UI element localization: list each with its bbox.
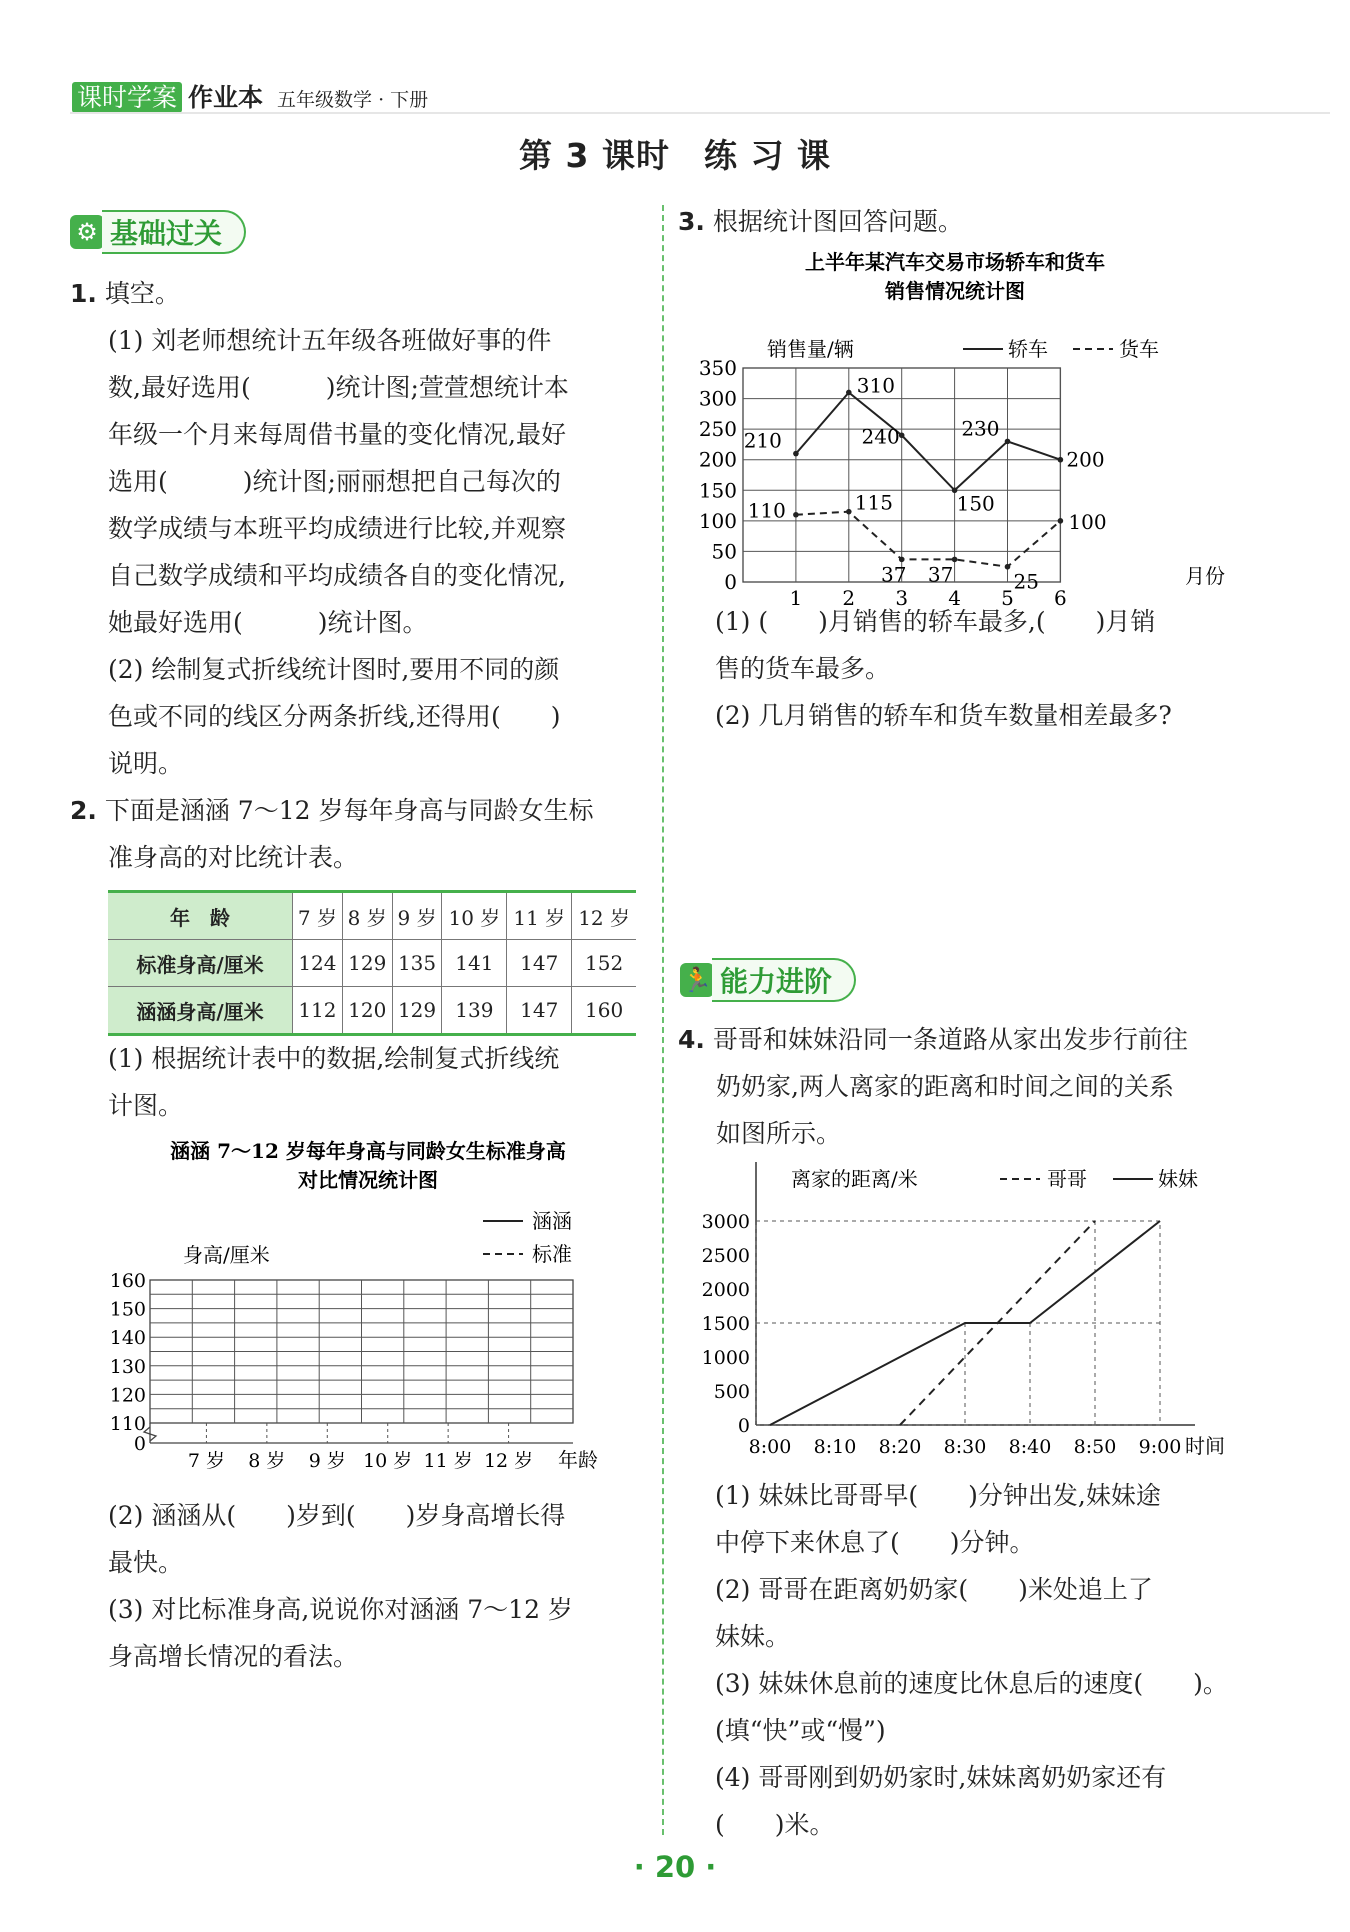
text-line: 最快。 — [108, 1548, 184, 1577]
text-line: (4) 哥哥刚到奶奶家时,妹妹离奶奶家还有 — [715, 1763, 1167, 1792]
question-4-sub2 — [715, 1566, 1275, 1660]
y-tick-label: 2500 — [701, 1245, 750, 1267]
x-tick-label: 9 岁 — [308, 1450, 346, 1472]
legend-label-car: 轿车 — [1008, 337, 1048, 361]
grid — [702, 1162, 1195, 1458]
y-tick-label: 300 — [698, 386, 737, 411]
x-tick-label: 8:10 — [813, 1436, 857, 1458]
y-tick-label: 0 — [133, 1433, 146, 1455]
data-label: 210 — [743, 428, 782, 453]
table-cell: 涵涵身高/厘米 — [108, 987, 293, 1035]
x-tick-label: 1 — [789, 586, 803, 610]
x-tick-label: 7 岁 — [187, 1450, 225, 1472]
data-label: 100 — [1068, 509, 1107, 534]
data-point — [1005, 564, 1011, 570]
table-row — [108, 987, 636, 1035]
question-3-sub1 — [715, 598, 1255, 692]
question-number: 2. — [70, 796, 97, 825]
chart-title-line1: 上半年某汽车交易市场轿车和货车 — [805, 250, 1105, 274]
data-label: 37 — [880, 562, 907, 587]
height-chart — [108, 1135, 648, 1490]
text-line: 说明。 — [108, 749, 184, 778]
text-line: ( )米。 — [715, 1810, 835, 1839]
text-line: 数,最好选用( )统计图;萱萱想统计本 — [108, 373, 569, 402]
question-2 — [70, 787, 650, 881]
table-cell: 标准身高/厘米 — [108, 940, 293, 987]
x-tick-label: 9:00 — [1138, 1436, 1182, 1458]
y-tick-label: 200 — [698, 447, 737, 472]
x-axis-label: 月份 — [1185, 564, 1225, 588]
y-tick-label: 350 — [698, 356, 737, 380]
table-cell: 160 — [572, 987, 636, 1035]
y-tick-label: 0 — [724, 570, 737, 594]
table-cell: 8 岁 — [342, 892, 392, 940]
data-point — [1058, 518, 1064, 524]
data-label: 200 — [1066, 447, 1105, 472]
table-cell: 7 岁 — [293, 892, 343, 940]
text-line: 售的货车最多。 — [715, 654, 891, 683]
text-line: 准身高的对比统计表。 — [108, 843, 359, 872]
data-label: 150 — [956, 491, 995, 516]
question-4-sub1 — [715, 1472, 1275, 1566]
question-4 — [678, 1016, 1278, 1157]
page-number: · 20 · — [633, 1850, 717, 1884]
table-cell: 129 — [392, 987, 442, 1035]
x-tick-label: 8:40 — [1008, 1436, 1052, 1458]
y-tick-label: 110 — [109, 1413, 146, 1435]
x-tick-label: 8:20 — [878, 1436, 922, 1458]
question-prompt: 填空。 — [104, 279, 180, 308]
text-line: (3) 对比标准身高,说说你对涵涵 7～12 岁 — [108, 1595, 573, 1624]
text-line: 身高增长情况的看法。 — [108, 1642, 359, 1671]
text-line: (1) 根据统计表中的数据,绘制复式折线统 — [108, 1044, 560, 1073]
y-tick-label: 1500 — [701, 1313, 750, 1335]
question-number: 3. — [678, 207, 705, 236]
x-tick-label: 10 岁 — [363, 1450, 413, 1472]
table-cell: 129 — [342, 940, 392, 987]
y-axis-label: 销售量/辆 — [767, 337, 854, 361]
text-line: 中停下来休息了( )分钟。 — [715, 1528, 1035, 1557]
y-tick-label: 2000 — [701, 1279, 750, 1301]
text-line: 自己数学成绩和平均成绩各自的变化情况, — [108, 561, 566, 590]
y-tick-label: 150 — [698, 478, 737, 503]
table-cell: 141 — [442, 940, 507, 987]
section-advanced-label: 能力进阶 — [712, 958, 856, 1002]
grid — [110, 1270, 573, 1472]
y-tick-label: 500 — [713, 1381, 750, 1403]
x-tick-label: 4 — [948, 586, 961, 610]
text-line: (3) 妹妹休息前的速度比休息后的速度( )。 — [715, 1669, 1228, 1698]
question-2-sub2 — [108, 1492, 653, 1586]
text-line: 哥哥和妹妹沿同一条道路从家出发步行前往 — [712, 1025, 1188, 1054]
text-line: 数学成绩与本班平均成绩进行比较,并观察 — [108, 514, 566, 543]
table-cell: 139 — [442, 987, 507, 1035]
table-cell: 10 岁 — [442, 892, 507, 940]
y-tick-label: 3000 — [701, 1211, 750, 1233]
table-cell: 9 岁 — [392, 892, 442, 940]
data-label: 25 — [1013, 569, 1039, 594]
question-4-sub3 — [715, 1660, 1275, 1754]
data-label: 115 — [854, 490, 893, 515]
table-cell: 年 龄 — [108, 892, 293, 940]
text-line: (2) 涵涵从( )岁到( )岁身高增长得 — [108, 1501, 566, 1530]
series-line-car — [796, 392, 1061, 490]
text-line: (2) 哥哥在距离奶奶家( )米处追上了 — [715, 1575, 1153, 1604]
data-label: 240 — [861, 424, 900, 449]
section-advanced-badge — [680, 958, 856, 1002]
text-line: (1) ( )月销售的轿车最多,( )月销 — [715, 607, 1156, 636]
table-cell: 12 岁 — [572, 892, 636, 940]
distance-chart — [701, 1155, 1255, 1475]
text-line: 年级一个月来每周借书量的变化情况,最好 — [108, 420, 566, 449]
gear-icon: ⚙ — [70, 215, 104, 249]
column-divider — [662, 205, 664, 1835]
book-name: 作业本 — [188, 83, 264, 112]
data-point — [1058, 457, 1064, 463]
question-4-sub4 — [715, 1754, 1275, 1848]
x-tick-label: 8:30 — [943, 1436, 987, 1458]
text-line: 色或不同的线区分两条折线,还得用( ) — [108, 702, 561, 731]
text-line: 选用( )统计图;丽丽想把自己每次的 — [108, 467, 561, 496]
question-3-sub2 — [715, 692, 1255, 739]
text-line: (2) 几月销售的轿车和货车数量相差最多? — [715, 701, 1172, 730]
y-tick-label: 1000 — [701, 1347, 750, 1369]
data-point — [793, 451, 799, 457]
text-line: (填“快”或“慢”) — [715, 1716, 886, 1745]
text-line: 如图所示。 — [716, 1119, 842, 1148]
legend-label-sister: 妹妹 — [1158, 1167, 1198, 1191]
series-line-truck — [796, 512, 1061, 567]
y-tick-label: 100 — [698, 508, 737, 533]
data-point — [952, 557, 958, 563]
x-tick-label: 3 — [895, 586, 909, 610]
data-point — [846, 390, 852, 396]
text-line: 奶奶家,两人离家的距离和时间之间的关系 — [716, 1072, 1174, 1101]
y-tick-label: 250 — [698, 417, 737, 442]
section-basic-badge — [70, 210, 246, 254]
grid — [699, 356, 1107, 610]
chart-title-line1: 涵涵 7～12 岁每年身高与同龄女生标准身高 — [170, 1139, 566, 1163]
y-tick-label: 120 — [109, 1384, 146, 1407]
legend-label-brother: 哥哥 — [1047, 1167, 1087, 1191]
table-cell: 147 — [507, 940, 572, 987]
legend-label-standard: 标准 — [532, 1242, 572, 1266]
data-label: 310 — [856, 373, 895, 398]
brand-logo: 课时学案 — [72, 82, 182, 113]
data-point — [1005, 439, 1011, 445]
text-line: 她最好选用( )统计图。 — [108, 608, 428, 637]
data-point — [899, 557, 905, 563]
legend-label-truck: 货车 — [1119, 337, 1159, 361]
y-tick-label: 130 — [109, 1355, 146, 1378]
question-1 — [70, 270, 650, 787]
sales-chart — [695, 245, 1255, 610]
x-tick-label: 8:50 — [1073, 1436, 1117, 1458]
x-axis-label: 时间 — [1185, 1434, 1225, 1458]
chart-title-line2: 对比情况统计图 — [298, 1168, 438, 1192]
y-tick-label: 150 — [109, 1298, 146, 1321]
data-point — [899, 432, 905, 438]
running-person-icon: 🏃 — [680, 963, 714, 997]
x-tick-label: 5 — [1001, 586, 1014, 610]
y-axis-label: 离家的距离/米 — [791, 1167, 918, 1191]
text-line: 下面是涵涵 7～12 岁每年身高与同龄女生标 — [104, 796, 594, 825]
text-line: (2) 绘制复式折线统计图时,要用不同的颜 — [108, 655, 560, 684]
table-cell: 135 — [392, 940, 442, 987]
x-tick-label: 2 — [842, 586, 856, 610]
text-line: 计图。 — [108, 1091, 184, 1120]
question-number: 4. — [678, 1025, 705, 1054]
text-line: (1) 妹妹比哥哥早( )分钟出发,妹妹途 — [715, 1481, 1161, 1510]
table-cell: 152 — [572, 940, 636, 987]
data-point — [846, 509, 852, 515]
table-cell: 112 — [293, 987, 343, 1035]
data-point — [793, 512, 799, 518]
table-row — [108, 892, 636, 940]
x-tick-label: 6 — [1054, 586, 1067, 610]
y-tick-label: 0 — [737, 1415, 750, 1437]
book-header — [72, 78, 428, 114]
data-label: 110 — [747, 498, 786, 523]
question-2-sub3 — [108, 1586, 653, 1680]
legend-label-hanhan: 涵涵 — [532, 1209, 572, 1233]
x-tick-label: 8:00 — [748, 1436, 792, 1458]
data-label: 37 — [927, 562, 954, 587]
chart-title-line2: 销售情况统计图 — [885, 279, 1025, 303]
table-cell: 120 — [342, 987, 392, 1035]
header-divider — [70, 112, 1330, 114]
table-cell: 11 岁 — [507, 892, 572, 940]
y-tick-label: 50 — [711, 539, 737, 564]
question-2-sub1 — [108, 1035, 653, 1129]
question-3 — [678, 198, 1278, 245]
page-title: 第 3 课时 练 习 课 — [519, 136, 831, 175]
text-line: 妹妹。 — [715, 1622, 791, 1651]
data-label: 230 — [961, 416, 1000, 441]
x-tick-label: 8 岁 — [248, 1450, 286, 1472]
y-tick-label: 160 — [109, 1270, 146, 1292]
y-axis-label: 身高/厘米 — [183, 1243, 270, 1267]
section-basic-label: 基础过关 — [102, 210, 246, 254]
x-tick-label: 11 岁 — [423, 1450, 473, 1472]
text-line: (1) 刘老师想统计五年级各班做好事的件 — [108, 326, 552, 355]
table-row — [108, 940, 636, 987]
table-cell: 124 — [293, 940, 343, 987]
question-number: 1. — [70, 279, 97, 308]
height-table — [108, 890, 636, 1036]
book-subtitle: 五年级数学 · 下册 — [277, 89, 429, 111]
y-tick-label: 140 — [109, 1327, 146, 1350]
x-tick-label: 12 岁 — [483, 1450, 534, 1472]
question-prompt: 根据统计图回答问题。 — [712, 207, 963, 236]
table-cell: 147 — [507, 987, 572, 1035]
x-axis-label: 年龄 — [558, 1448, 598, 1472]
